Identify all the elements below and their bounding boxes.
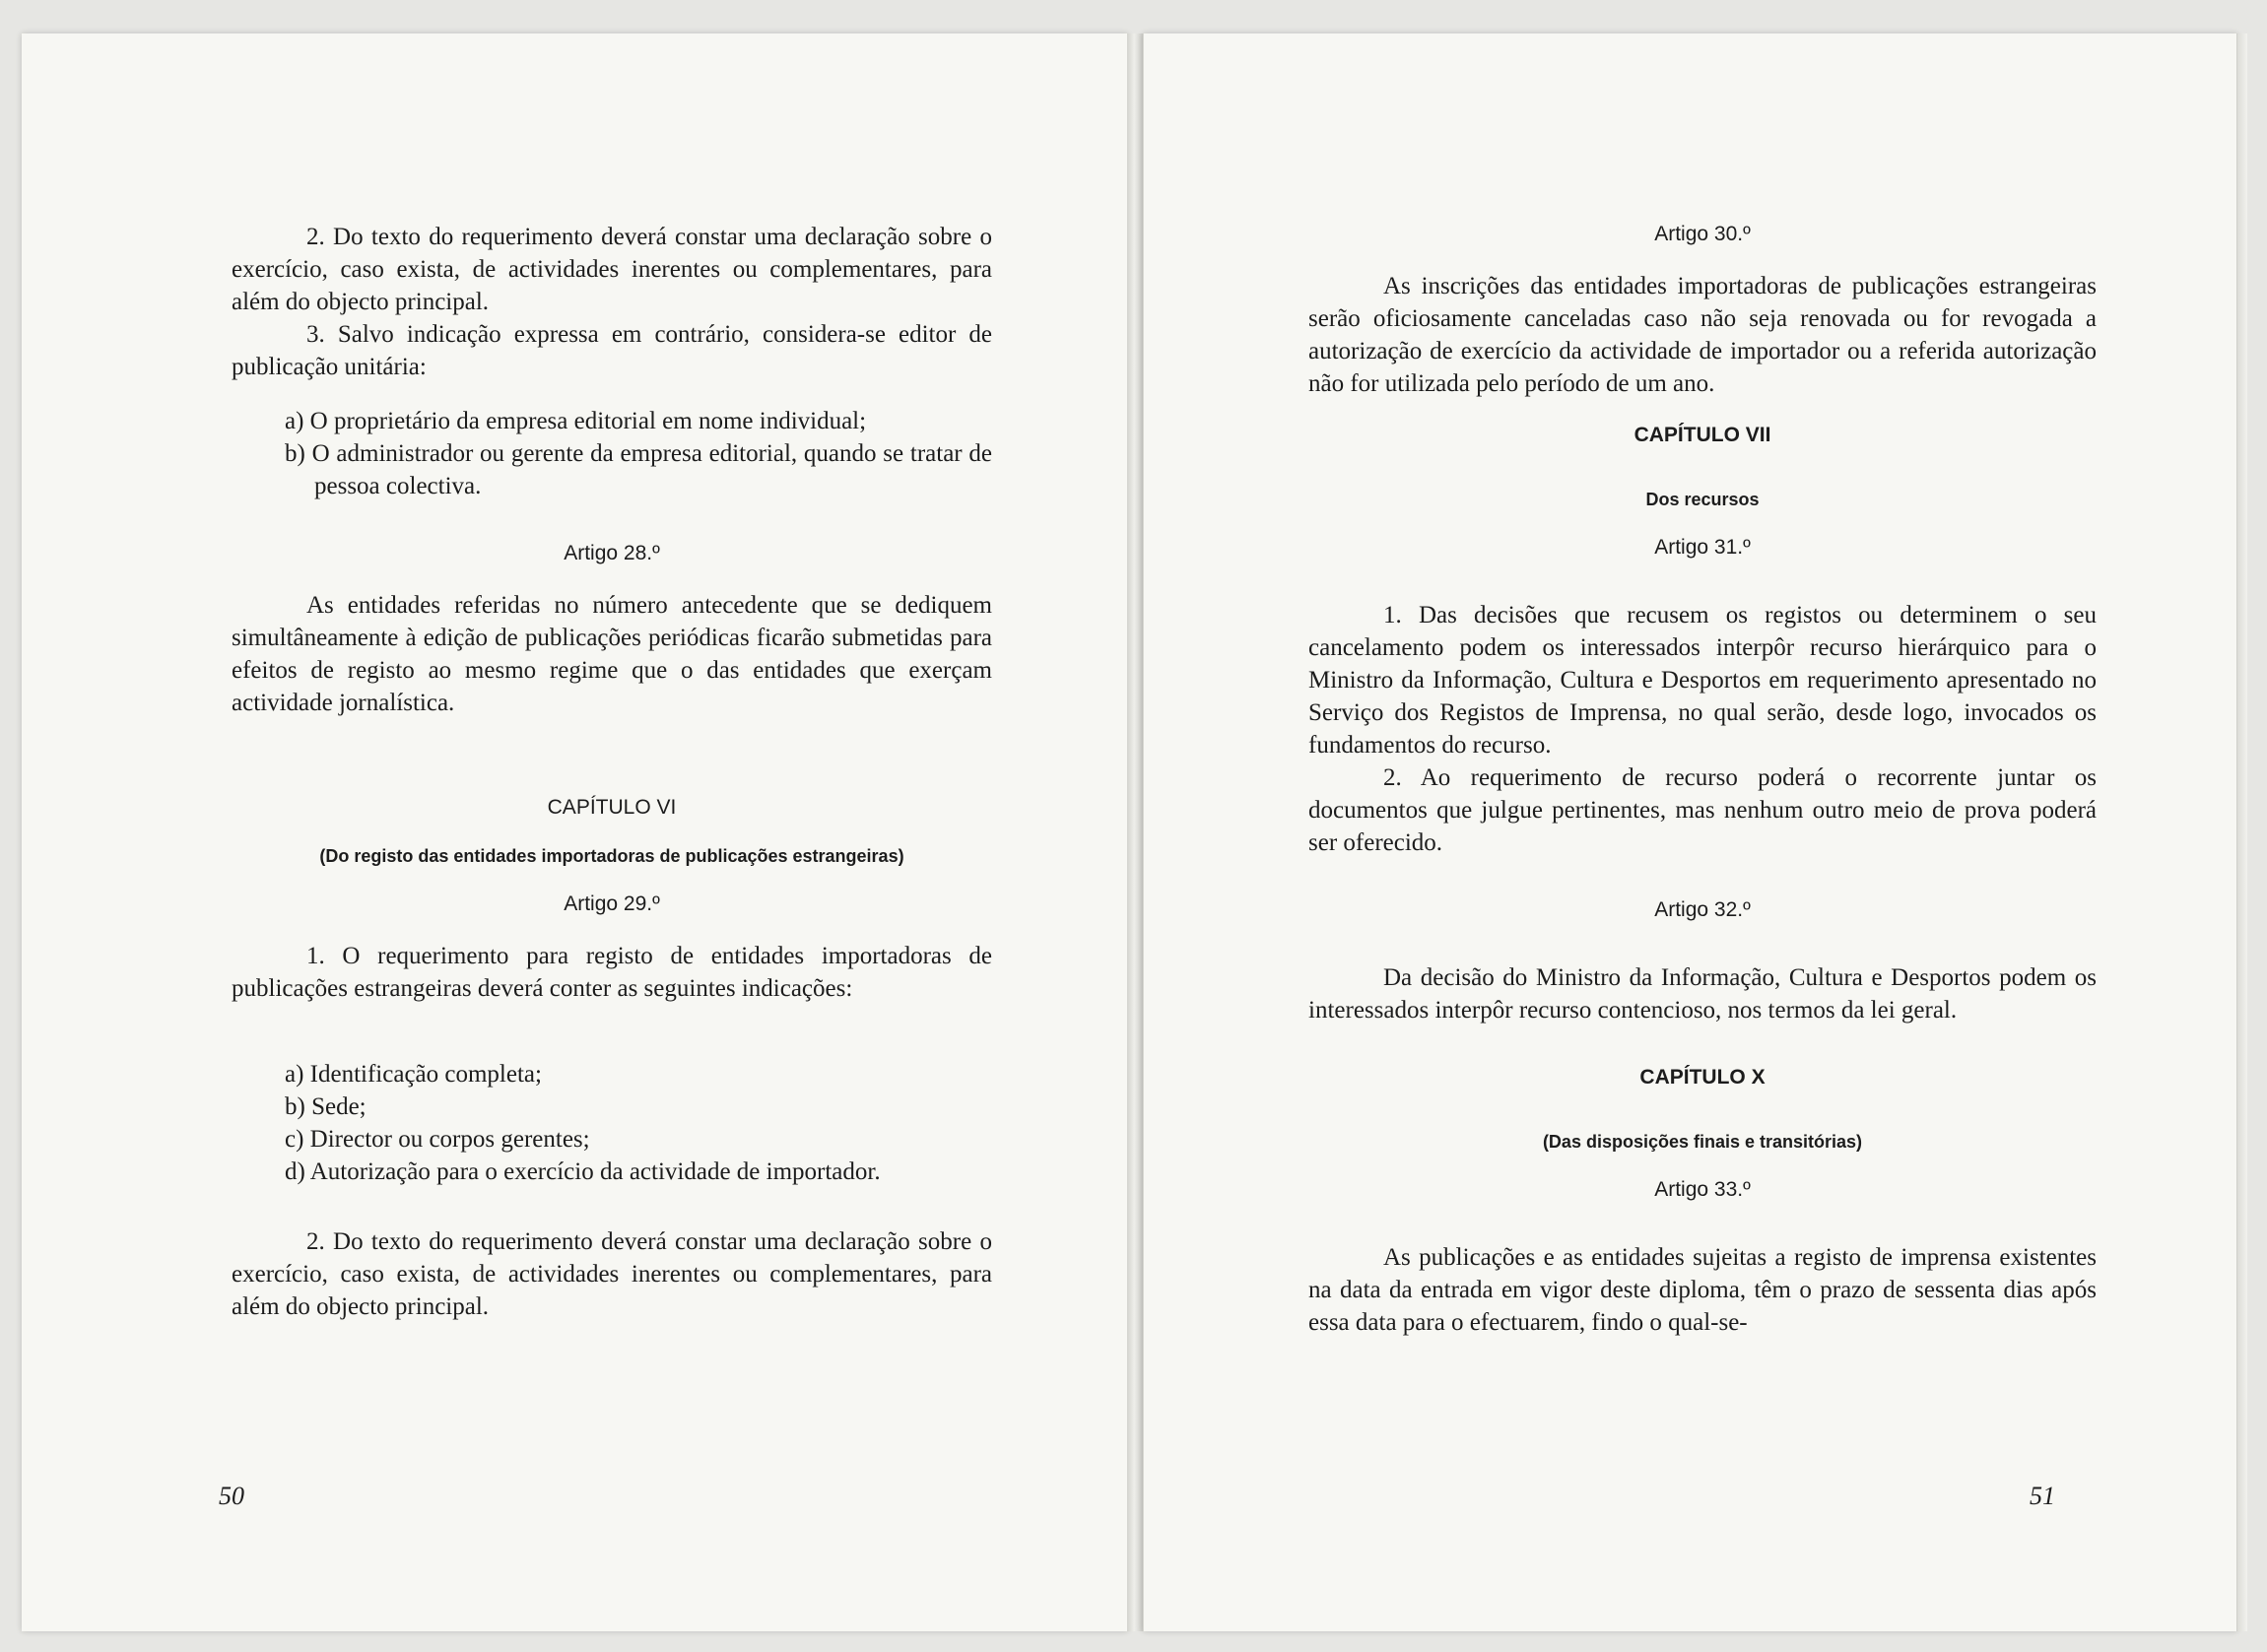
left-page xyxy=(22,33,1128,1631)
paragraph: As inscrições das entidades importadoras de publicações estrangeiras serão oficiosamente canceladas caso não seja renovada ou for revogada a autorização de exercício da actividade de importador ou a referida autorização não for utilizada pelo período de um ano. xyxy=(1308,273,2097,397)
paragraph: 2. Do texto do requerimento deverá constar uma declaração sobre o exercício, caso exista, de actividades inerentes ou complementares, para além do objecto principal. xyxy=(232,224,992,315)
list-item: d) Autorização para o exercício da actividade de importador. xyxy=(285,1158,881,1185)
paragraph: 3. Salvo indicação expressa em contrário, considera-se editor de publicação unitária: xyxy=(232,321,992,380)
article-heading: Artigo 30.º xyxy=(1654,223,1751,245)
right-text-column xyxy=(1308,221,2097,1339)
list-item: a) O proprietário da empresa editorial em nome individual; xyxy=(285,408,867,434)
paragraph: 1. Das decisões que recusem os registos ou determinem o seu cancelamento podem os interessados interpôr recurso hierárquico para o Ministro da Informação, Cultura e Desportos em requerimento apresentado no Serviço dos Registos de Imprensa, no qual serão, desde logo, invocados os fundamentos do recurso. xyxy=(1308,602,2097,759)
paragraph: As entidades referidas no número antecedente que se dediquem simultâneamente à edição de publicações periódicas ficarão submetidas para efeitos de registo ao mesmo regime que o das entidades que exerçam actividade jornalística. xyxy=(232,592,992,716)
left-text-column xyxy=(232,221,992,1323)
article-heading: Artigo 28.º xyxy=(564,542,660,564)
paragraph: 2. Do texto do requerimento deverá constar uma declaração sobre o exercício, caso exista, de actividades inerentes ou complementares, para além do objecto principal. xyxy=(232,1228,992,1320)
article-heading: Artigo 29.º xyxy=(564,892,660,915)
paragraph: As publicações e as entidades sujeitas a registo de imprensa existentes na data da entrada em vigor deste diploma, têm o prazo de sessenta dias após essa data para o efectuarem, findo o qual-se- xyxy=(1308,1244,2097,1336)
chapter-subtitle: (Do registo das entidades importadoras de publicações estrangeiras) xyxy=(319,846,904,866)
list-item: c) Director ou corpos gerentes; xyxy=(285,1126,590,1153)
book-spine xyxy=(1127,33,1143,1631)
chapter-heading: CAPÍTULO X xyxy=(1639,1066,1766,1089)
list-item: b) Sede; xyxy=(285,1093,367,1120)
paragraph: 2. Ao requerimento de recurso poderá o recorrente juntar os documentos que julgue pertinentes, mas nenhum outro meio de prova poderá ser oferecido. xyxy=(1308,764,2097,856)
page-edge xyxy=(2236,33,2247,1631)
list-item: a) Identificação completa; xyxy=(285,1061,542,1088)
chapter-subtitle: (Das disposições finais e transitórias) xyxy=(1542,1132,1863,1152)
article-heading: Artigo 32.º xyxy=(1654,898,1751,921)
paragraph: Da decisão do Ministro da Informação, Cultura e Desportos podem os interessados interpôr recurso contencioso, nos termos da lei geral. xyxy=(1308,964,2097,1024)
chapter-subtitle: Dos recursos xyxy=(1645,490,1760,509)
page-number: 51 xyxy=(2030,1482,2055,1510)
right-page xyxy=(1143,33,2237,1631)
chapter-heading: CAPÍTULO VI xyxy=(547,796,677,819)
page-number: 50 xyxy=(219,1482,244,1510)
chapter-heading: CAPÍTULO VII xyxy=(1634,424,1771,446)
paragraph: 1. O requerimento para registo de entidades importadoras de publicações estrangeiras deverá conter as seguintes indicações: xyxy=(232,943,992,1002)
article-heading: Artigo 33.º xyxy=(1654,1178,1751,1201)
list-item: b) O administrador ou gerente da empresa editorial, quando se tratar de pessoa colectiva. xyxy=(285,440,992,499)
article-heading: Artigo 31.º xyxy=(1654,536,1751,559)
